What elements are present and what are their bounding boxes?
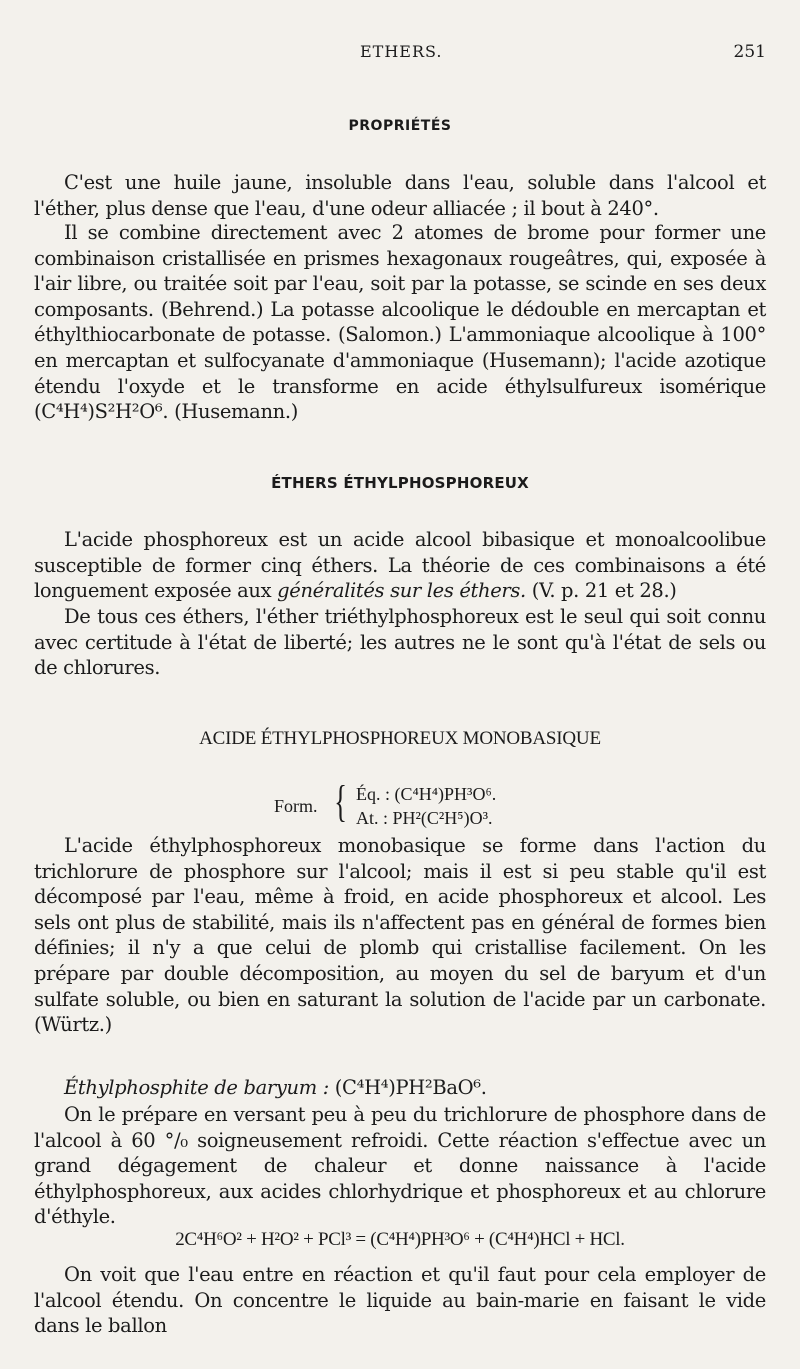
paragraph-ethers-intro-ref: (V. p. 21 et 28.)	[525, 579, 677, 603]
section-heading-proprietes: PROPRIÉTÉS	[348, 118, 452, 134]
formula-brace: {	[334, 777, 347, 826]
paragraph-ethers-intro-text: L'acide phosphoreux est un acide alcool bibasique et monoalcoolibue susceptible de former cinq éthers. La théorie de ces combinaisons a été longuement exposée aux	[34, 528, 766, 603]
paragraph-properties-1: C'est une huile jaune, insoluble dans l'eau, soluble dans l'alcool et l'éther, plus dense que l'eau, d'une odeur alliacée ; il bout à 240°.	[34, 171, 766, 220]
formula-atomic: At. : PH²(C²H⁵)O³.	[356, 808, 493, 828]
paragraph-ethers-certitude: De tous ces éthers, l'éther triéthylphosphoreux est le seul qui soit connu avec certitude à l'état de liberté; les autres ne le sont qu'à l'état de sels ou de chlorures.	[34, 605, 766, 680]
paragraph-ethers-intro	[34, 527, 766, 604]
running-title: ETHERS.	[360, 42, 443, 61]
paragraph-acide-description: L'acide éthylphosphoreux monobasique se forme dans l'action du trichlorure de phosphore sur l'alcool; mais il est si peu stable qu'il est décomposé par l'eau, même à froid, en acide phosphoreux et alcool. Les sels ont plus de stabilité, mais ils n'affectent pas en général de formes bien définies; il n'y a que celui de plomb qui cristallise facilement. On les prépare par double décomposition, au moyen du sel de baryum et d'un sulfate soluble, ou bien en saturant la solution de l'acide par un carbonate. (Würtz.)	[34, 834, 766, 1037]
paragraph-barium-title	[34, 1075, 766, 1101]
reference-generalites: généralités sur les éthers.	[277, 579, 526, 603]
paragraph-preparation: On le prépare en versant peu à peu du trichlorure de phosphore dans de l'alcool à 60 °/₀ soigneusement refroidi. Cette réaction s'effectue avec un grand dégagement de chaleur et donne naissance à l'acide éthylphosphoreux, aux acides chlorhydrique et phosphoreux et au chlorure d'éthyle.	[34, 1103, 766, 1229]
formula-label: Form.	[274, 796, 318, 816]
barium-salt-name: Éthylphosphite de baryum :	[64, 1076, 329, 1099]
section-heading-acide: ACIDE ÉTHYLPHOSPHOREUX MONOBASIQUE	[199, 728, 601, 749]
page-number: 251	[733, 42, 766, 62]
formula-equivalent: Éq. : (C⁴H⁴)PH³O⁶.	[356, 784, 497, 804]
barium-salt-formula: (C⁴H⁴)PH²BaO⁶.	[328, 1076, 487, 1099]
section-heading-ethers: ÉTHERS ÉTHYLPHOSPHOREUX	[271, 474, 529, 492]
paragraph-concentration: On voit que l'eau entre en réaction et qu'il faut pour cela employer de l'alcool étendu. On concentre le liquide au bain-marie en faisant le vide dans le ballon	[34, 1263, 766, 1338]
page-header	[34, 42, 766, 66]
formula-block	[274, 777, 594, 832]
paragraph-properties-2: Il se combine directement avec 2 atomes de brome pour former une combinaison cristallisée en prismes hexagonaux rougeâtres, qui, exposée à l'air libre, ou traitée soit par l'eau, soit par la potasse, se scinde en ses deux composants. (Behrend.) La potasse alcoolique le dédouble en mercaptan et éthylthiocarbonate de potasse. (Salomon.) L'ammoniaque alcoolique à 100° en mercaptan et sulfocyanate d'ammoniaque (Husemann); l'acide azotique étendu l'oxyde et le transforme en acide éthylsulfureux isomérique (C⁴H⁴)S²H²O⁶. (Husemann.)	[34, 221, 766, 424]
reaction-equation: 2C⁴H⁶O² + H²O² + PCl³ = (C⁴H⁴)PH³O⁶ + (C⁴H⁴)HCl + HCl.	[175, 1229, 625, 1250]
